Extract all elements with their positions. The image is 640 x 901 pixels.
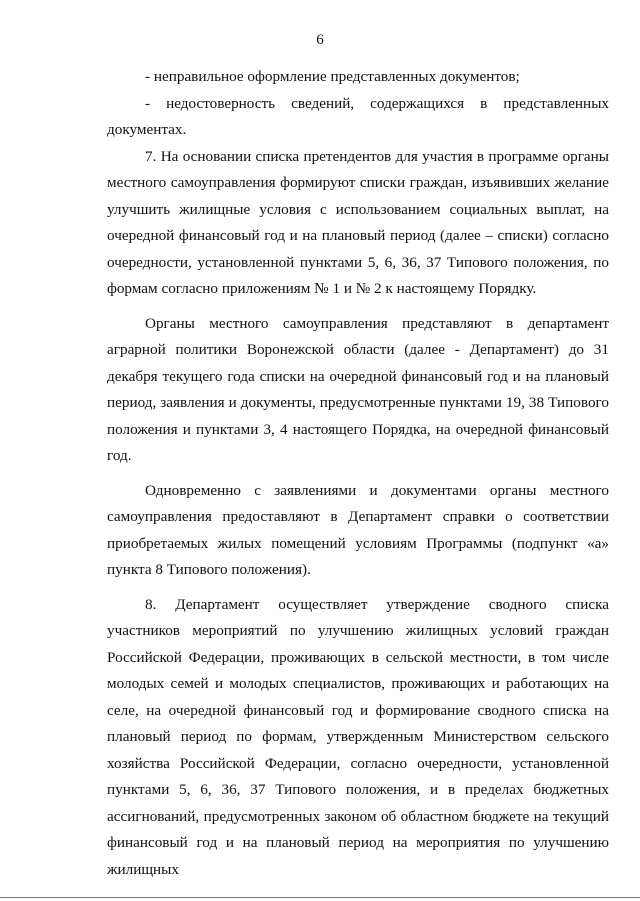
paragraph: 7. На основании списка претендентов для участия в программе органы местного самоуправления формируют списки граждан, изъявивших желание улучшить жилищные условия с использованием социальных выплат, на очередной финансовый год и на плановый период (далее – списки) согласно очередности, установленной пунктами 5, 6, 36, 37 Типового положения, по формам согласно приложениям № 1 и № 2 к настоящему Порядку. — [107, 147, 609, 297]
document-body — [107, 64, 609, 883]
paragraph: 8. Департамент осуществляет утверждение сводного списка участников мероприятий по улучшению жилищных условий граждан Российской Федерации, проживающих в сельской местности, в том числе молодых семей и молодых специалистов, проживающих и работающих на селе, на очередной финансовый год и формирование сводного списка на плановый период по формам, утвержденным Министерством сельского хозяйства Российской Федерации, согласно очередности, установленной пунктами 5, 6, 36, 37 Типового положения, и в пределах бюджетных ассигнований, предусмотренных законом об областном бюджете на текущий финансовый год и на плановый период на мероприятия по улучшению жилищных — [107, 595, 609, 878]
bottom-divider — [0, 897, 640, 898]
paragraph: - недостоверность сведений, содержащихся в представленных документах. — [107, 94, 609, 138]
paragraph: - неправильное оформление представленных документов; — [145, 68, 520, 85]
page-number: 6 — [316, 32, 324, 48]
paragraph: Одновременно с заявлениями и документами органы местного самоуправления предоставляют в Департамент справки о соответствии приобретаемых жилых помещений условиям Программы (подпункт «а» пункта 8 Типового положения). — [107, 481, 609, 578]
paragraph: Органы местного самоуправления представляют в департамент аграрной политики Воронежской области (далее - Департамент) до 31 декабря текущего года списки на очередной финансовый год и на плановый период, заявления и документы, предусмотренные пунктами 19, 38 Типового положения и пунктами 3, 4 настоящего Порядка, на очередной финансовый год. — [107, 314, 609, 464]
